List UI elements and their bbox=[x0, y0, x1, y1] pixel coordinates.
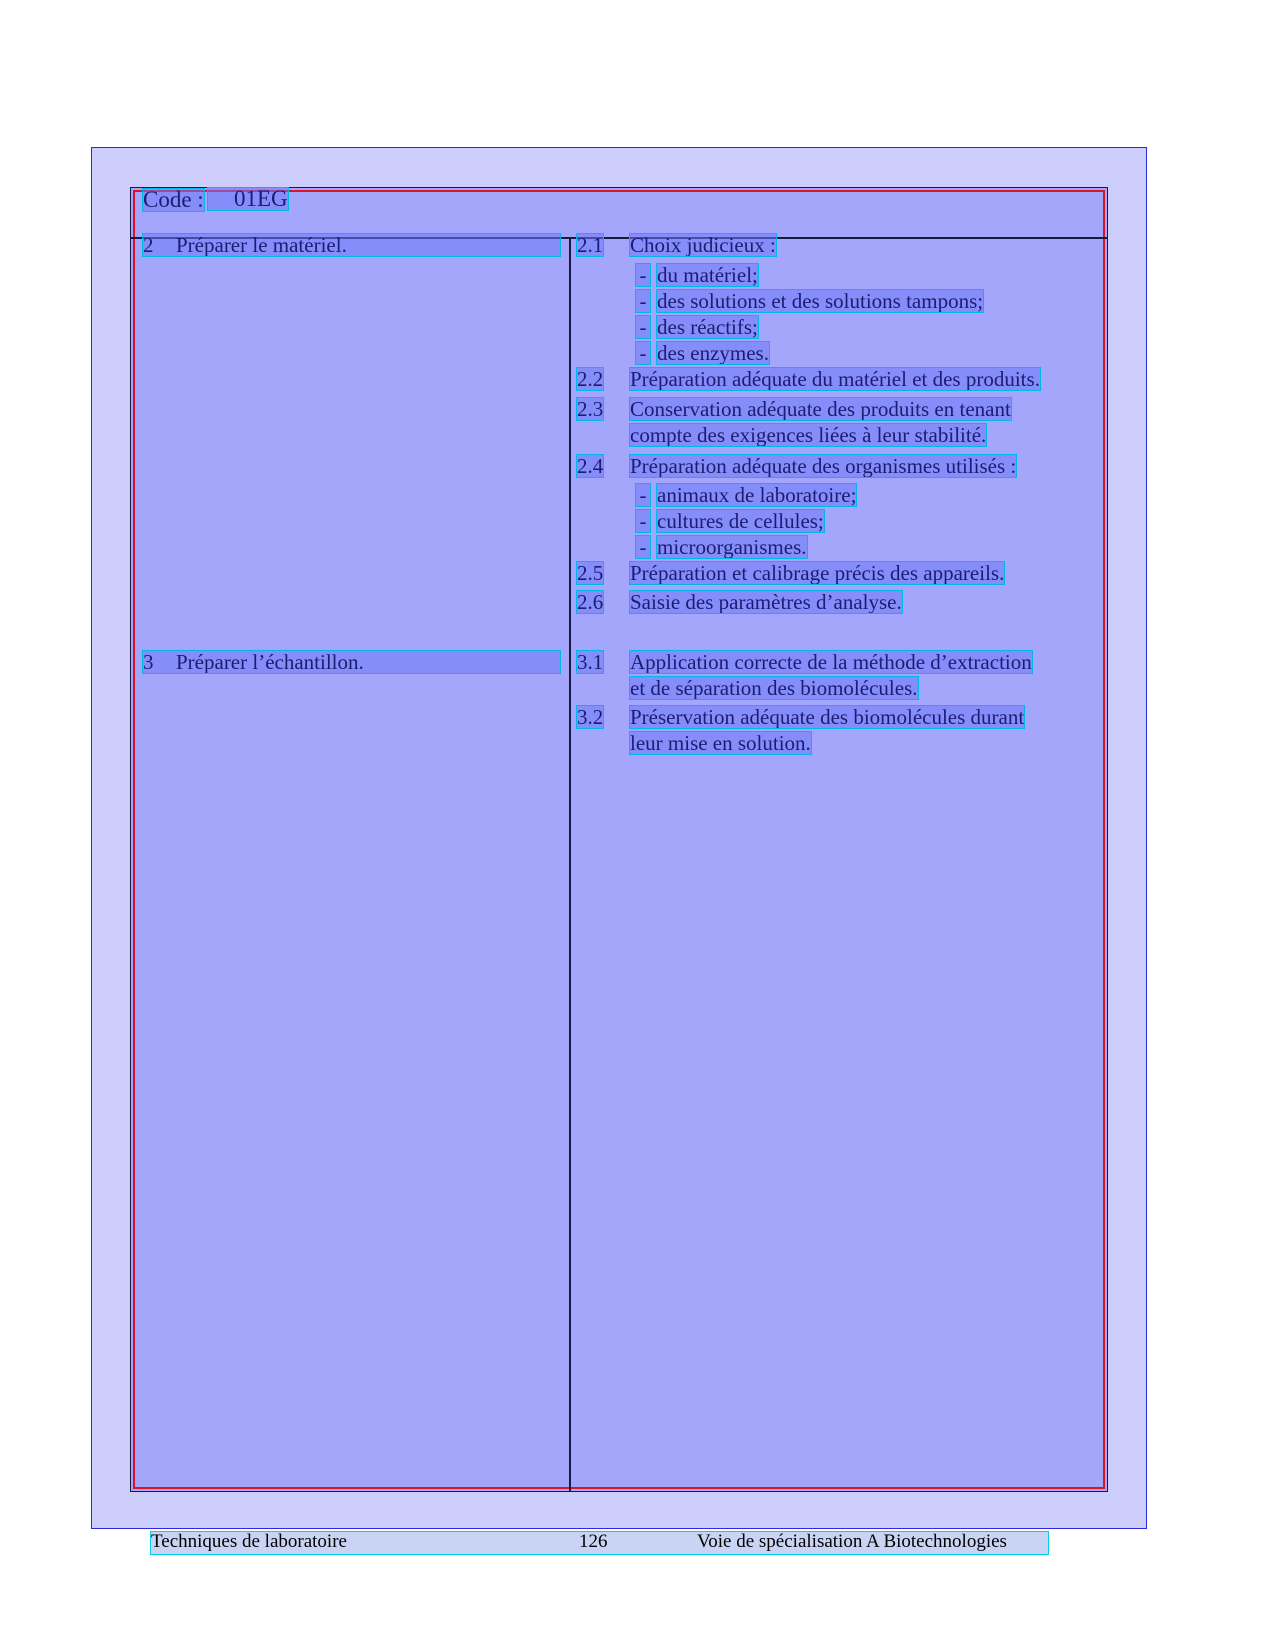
list-item: microorganismes. bbox=[657, 535, 807, 559]
page-number: 126 bbox=[579, 1531, 608, 1552]
column-divider bbox=[569, 238, 571, 1492]
code-value: 01EG bbox=[208, 188, 288, 210]
criterion-2-4-text: Préparation adéquate des organismes utilisés : bbox=[630, 454, 1017, 478]
criterion-2-1-number: 2.1 bbox=[577, 233, 604, 257]
list-item: des solutions et des solutions tampons; bbox=[657, 289, 984, 313]
criterion-3-2-line2: leur mise en solution. bbox=[630, 731, 811, 755]
criterion-3-2-line1: Préservation adéquate des biomolécules durant bbox=[630, 705, 1025, 729]
bullet: - bbox=[636, 510, 650, 532]
list-item: des réactifs; bbox=[657, 315, 758, 339]
footer-program: Techniques de laboratoire bbox=[151, 1531, 347, 1552]
bullet: - bbox=[636, 484, 650, 506]
criterion-3-1-line1: Application correcte de la méthode d’extraction bbox=[630, 650, 1032, 674]
bullet: - bbox=[636, 264, 650, 286]
code-label: Code : bbox=[143, 187, 204, 212]
criterion-2-3-line2: compte des exigences liées à leur stabilité. bbox=[630, 423, 987, 447]
criterion-3-1-line2: et de séparation des biomolécules. bbox=[630, 676, 918, 700]
criterion-2-1-text: Choix judicieux : bbox=[630, 233, 776, 257]
criterion-3-1-number: 3.1 bbox=[577, 650, 604, 674]
criterion-2-3-line1: Conservation adéquate des produits en tenant bbox=[630, 397, 1011, 421]
element-3-number: 3 bbox=[143, 650, 154, 674]
list-item: des enzymes. bbox=[657, 341, 769, 365]
element-2-number: 2 bbox=[143, 233, 154, 257]
bullet: - bbox=[636, 536, 650, 558]
criterion-2-5-text: Préparation et calibrage précis des appareils. bbox=[630, 561, 1005, 585]
element-3-text: Préparer l’échantillon. bbox=[176, 650, 364, 674]
bullet: - bbox=[636, 290, 650, 312]
criterion-2-6-text: Saisie des paramètres d’analyse. bbox=[630, 590, 902, 614]
criterion-2-2-number: 2.2 bbox=[577, 367, 604, 391]
element-3 bbox=[143, 651, 560, 673]
element-2 bbox=[143, 234, 560, 256]
footer-specialization: Voie de spécialisation A Biotechnologies bbox=[697, 1531, 1007, 1552]
bullet: - bbox=[636, 316, 650, 338]
criterion-2-4-number: 2.4 bbox=[577, 454, 604, 478]
criterion-2-3-number: 2.3 bbox=[577, 397, 604, 421]
list-item: cultures de cellules; bbox=[657, 509, 824, 533]
list-item: du matériel; bbox=[657, 263, 758, 287]
criterion-2-5-number: 2.5 bbox=[577, 561, 604, 585]
criterion-3-2-number: 3.2 bbox=[577, 705, 604, 729]
list-item: animaux de laboratoire; bbox=[657, 483, 857, 507]
criterion-2-2-text: Préparation adéquate du matériel et des produits. bbox=[630, 367, 1040, 391]
element-2-text: Préparer le matériel. bbox=[176, 233, 347, 257]
criterion-2-6-number: 2.6 bbox=[577, 590, 604, 614]
bullet: - bbox=[636, 342, 650, 364]
